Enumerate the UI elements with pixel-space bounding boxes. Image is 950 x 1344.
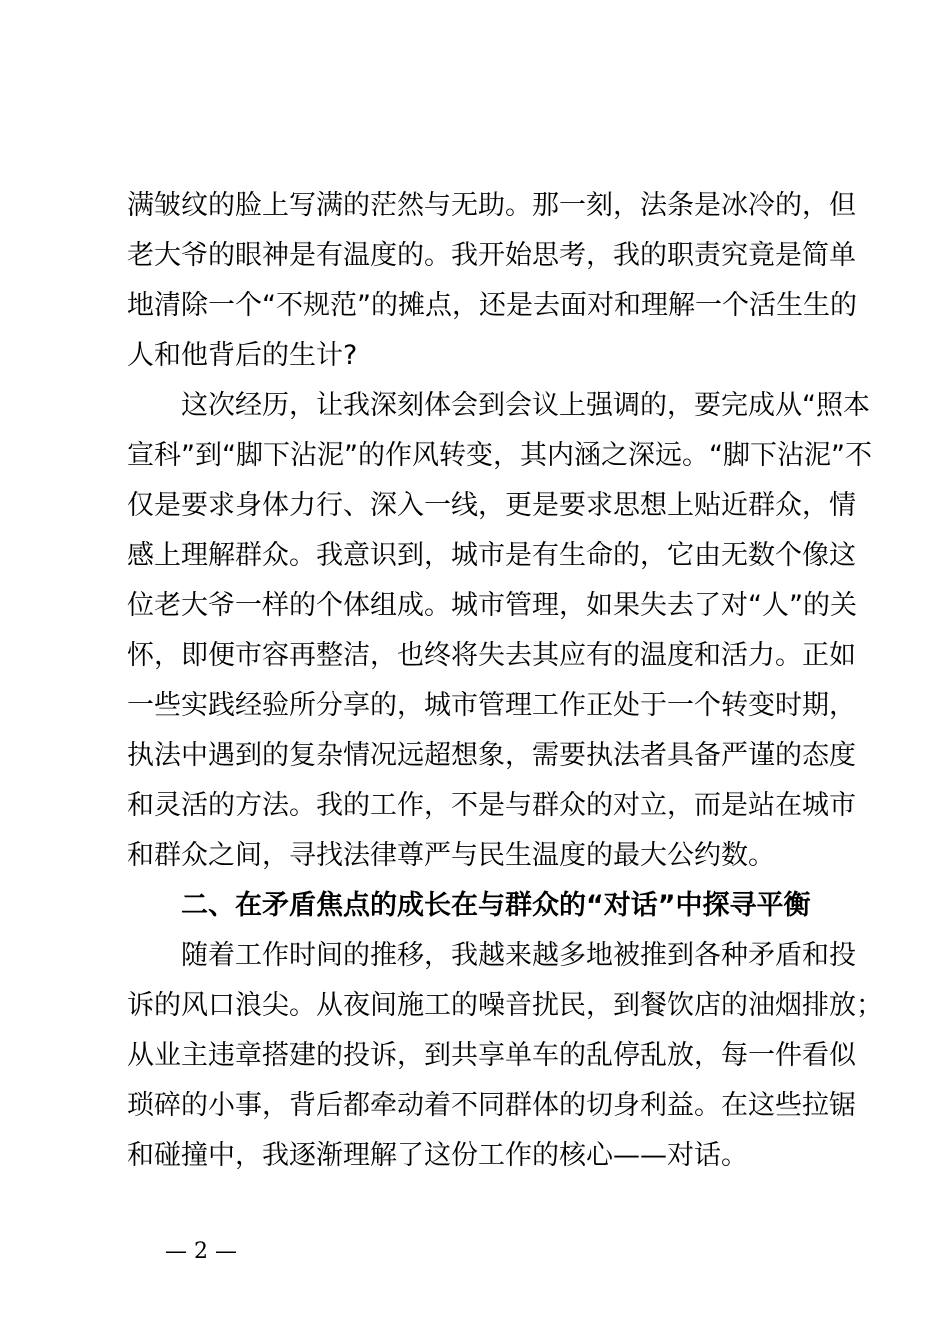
page-number: — 2 — [165,1239,237,1264]
text-line: 位老大爷一样的个体组成。城市管理，如果失去了对“人”的关 [127,590,857,621]
text-line: 和群众之间，寻找法律尊严与民生温度的最大公约数。 [127,840,775,871]
text-line: 从业主违章搭建的投诉，到共享单车的乱停乱放，每一件看似 [127,1040,856,1071]
text-line: 和灵活的方法。我的工作，不是与群众的对立，而是站在城市 [127,790,856,821]
text-line: 琐碎的小事，背后都牵动着不同群体的切身利益。在这些拉锯 [127,1090,856,1121]
text-line: 一些实践经验所分享的，城市管理工作正处于一个转变时期， [127,690,856,721]
body-text [127,181,883,1181]
text-line: 随着工作时间的推移，我越来越多地被推到各种矛盾和投 [127,940,856,971]
text-line: 宣科”到“脚下沾泥”的作风转变，其内涵之深远。“脚下沾泥”不 [127,440,872,471]
text-line: 仅是要求身体力行、深入一线，更是要求思想上贴近群众，情 [127,490,856,521]
text-line: 老大爷的眼神是有温度的。我开始思考，我的职责究竟是简单 [127,240,856,271]
text-line: 人和他背后的生计? [127,340,358,371]
section-heading: 二、在矛盾焦点的成长在与群众的“对话”中探寻平衡 [127,890,811,921]
text-line: 感上理解群众。我意识到，城市是有生命的，它由无数个像这 [127,540,856,571]
text-line: 满皱纹的脸上写满的茫然与无助。那一刻，法条是冰冷的，但 [127,190,856,221]
text-line: 执法中遇到的复杂情况远超想象，需要执法者具备严谨的态度 [127,740,856,771]
text-line: 地清除一个“不规范”的摊点，还是去面对和理解一个活生生的 [127,290,857,321]
text-line: 和碰撞中，我逐渐理解了这份工作的核心——对话。 [127,1140,748,1171]
text-line: 怀，即便市容再整洁，也终将失去其应有的温度和活力。正如 [127,640,856,671]
text-line: 诉的风口浪尖。从夜间施工的噪音扰民，到餐饮店的油烟排放； [127,990,883,1021]
text-line: 这次经历，让我深刻体会到会议上强调的，要完成从“照本 [127,390,870,421]
